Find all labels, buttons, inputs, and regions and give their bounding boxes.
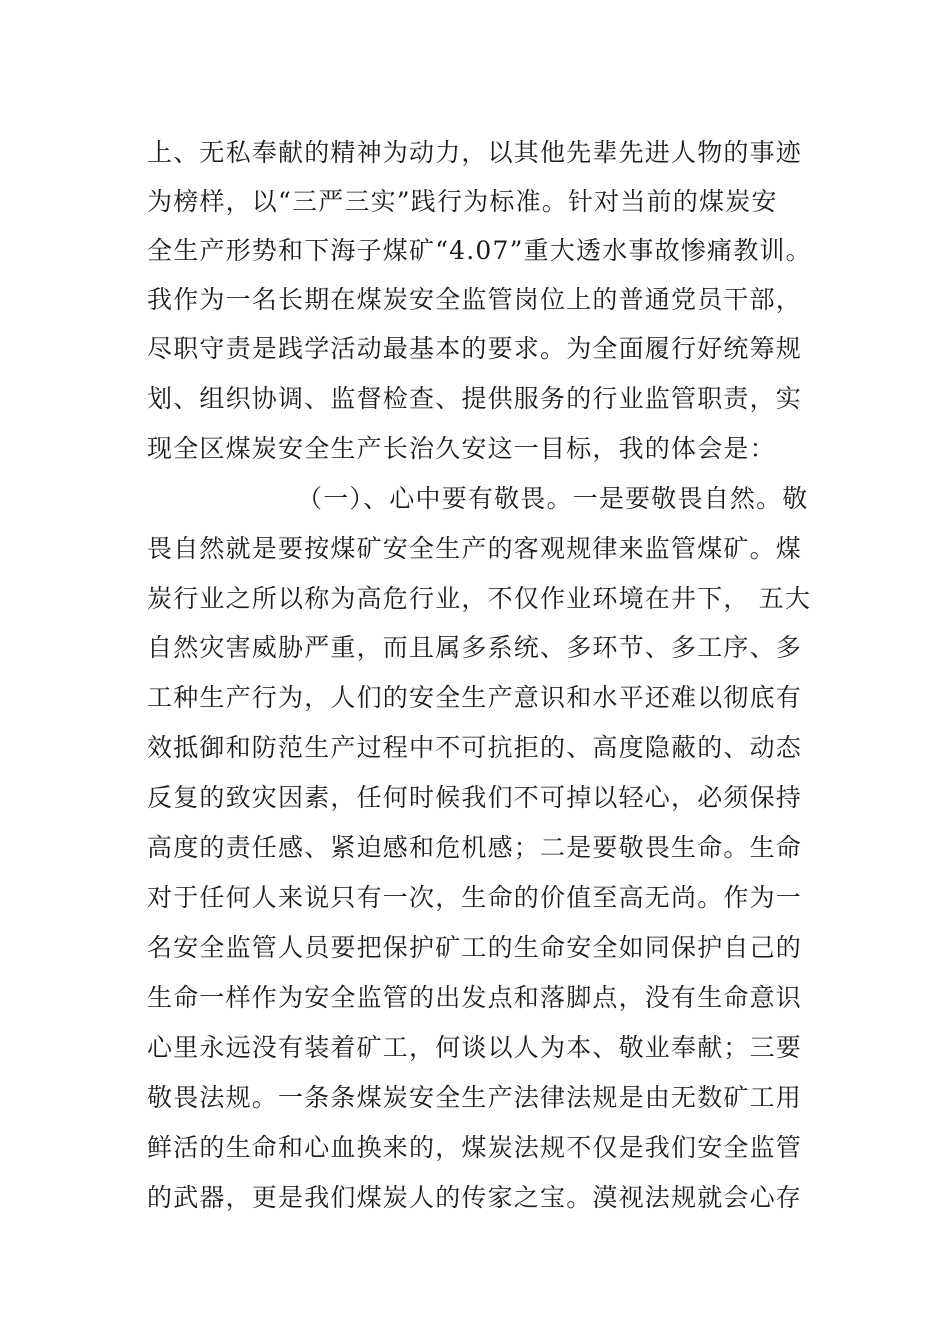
text-line: 的武器，更是我们煤炭人的传家之宝。漠视法规就会心存 <box>147 1183 803 1212</box>
text-line: 炭行业之所以称为高危行业，不仅作业环境在井下， 五大 <box>147 584 812 613</box>
text-line: 全生产形势和下海子煤矿“4.07”重大透水事故惨痛教训。 <box>147 236 812 265</box>
text-line: 畏自然就是要按煤矿安全生产的客观规律来监管煤矿。煤 <box>147 534 803 563</box>
text-line: 敬畏法规。一条条煤炭安全生产法律法规是由无数矿工用 <box>147 1083 803 1112</box>
text-line: 名安全监管人员要把保护矿工的生命安全如同保护自己的 <box>147 933 803 962</box>
text-line: 反复的致灾因素，任何时候我们不可掉以轻心，必须保持 <box>147 783 803 812</box>
text-line: 现全区煤炭安全生产长治久安这一目标，我的体会是： <box>147 434 776 463</box>
text-line: 尽职守责是践学活动最基本的要求。为全面履行好统筹规 <box>147 334 803 363</box>
text-line: 为榜样，以“三严三实”践行为标准。针对当前的煤炭安 <box>147 187 778 216</box>
text-line: 鲜活的生命和心血换来的，煤炭法规不仅是我们安全监管 <box>147 1133 803 1162</box>
text-line: 工种生产行为，人们的安全生产意识和水平还难以彻底有 <box>147 683 803 712</box>
text-line: 上、无私奉献的精神为动力，以其他先辈先进人物的事迹 <box>147 138 803 167</box>
text-line: 生命一样作为安全监管的出发点和落脚点，没有生命意识 <box>147 983 803 1012</box>
text-line: 划、组织协调、监督检查、提供服务的行业监管职责，实 <box>147 384 803 413</box>
text-line: 对于任何人来说只有一次，生命的价值至高无尚。作为一 <box>147 883 803 912</box>
text-line: 自然灾害威胁严重，而且属多系统、多环节、多工序、多 <box>147 633 803 662</box>
section-heading-line: （一）、心中要有敬畏。一是要敬畏自然。敬 <box>297 484 809 513</box>
text-line: 我作为一名长期在煤炭安全监管岗位上的普通党员干部， <box>147 285 803 314</box>
text-line: 效抵御和防范生产过程中不可抗拒的、高度隐蔽的、动态 <box>147 733 803 762</box>
text-line: 高度的责任感、紧迫感和危机感；二是要敬畏生命。生命 <box>147 833 803 862</box>
text-line: 心里永远没有装着矿工，何谈以人为本、敬业奉献；三要 <box>147 1033 803 1062</box>
